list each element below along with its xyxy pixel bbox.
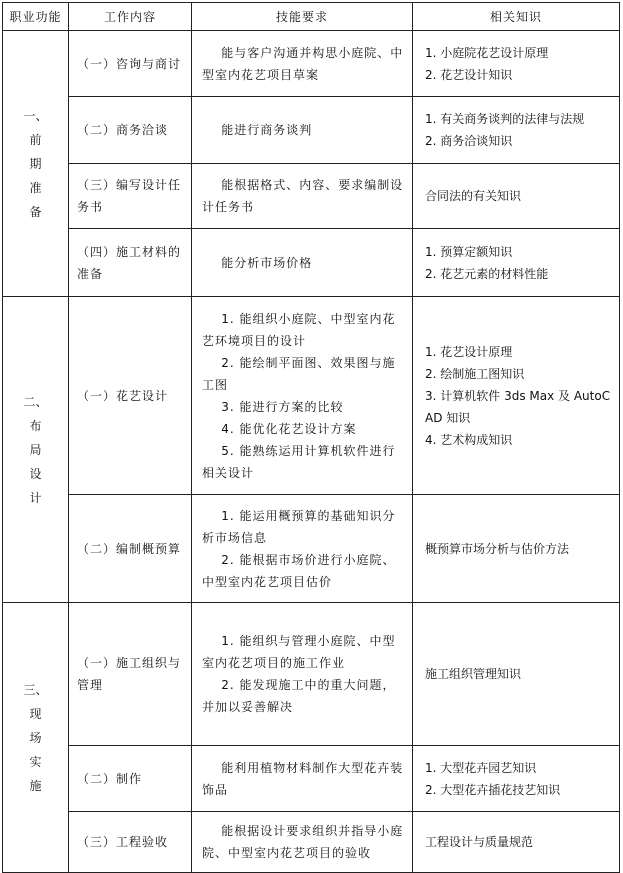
knowledge-cell: 1. 有关商务谈判的法律与法规 2. 商务洽谈知识 bbox=[413, 97, 620, 164]
work-content: （一）花艺设计 bbox=[69, 297, 192, 495]
skill-cell: 能利用植物材料制作大型花卉装饰品 bbox=[192, 746, 413, 812]
skill-cell: 能根据格式、内容、要求编制设计任务书 bbox=[192, 164, 413, 229]
function-cell-prep: 一、 前 期 准 备 bbox=[3, 31, 69, 297]
knowledge-cell: 工程设计与质量规范 bbox=[413, 812, 620, 873]
work-content: （一）咨询与商讨 bbox=[69, 31, 192, 97]
table-row bbox=[3, 746, 620, 812]
knowledge-cell: 合同法的有关知识 bbox=[413, 164, 620, 229]
table-row bbox=[3, 495, 620, 603]
function-cell-implementation: 三、 现 场 实 施 bbox=[3, 603, 69, 873]
work-content: （四）施工材料的准备 bbox=[69, 229, 192, 297]
work-content: （二）制作 bbox=[69, 746, 192, 812]
knowledge-cell: 施工组织管理知识 bbox=[413, 603, 620, 746]
knowledge-cell: 概预算市场分析与估价方法 bbox=[413, 495, 620, 603]
knowledge-cell: 1. 大型花卉园艺知识 2. 大型花卉插花技艺知识 bbox=[413, 746, 620, 812]
knowledge-cell: 1. 预算定额知识 2. 花艺元素的材料性能 bbox=[413, 229, 620, 297]
header-row bbox=[3, 3, 620, 31]
skill-cell: 1. 能运用概预算的基础知识分析市场信息 2. 能根据市场价进行小庭院、中型室内花艺项目估价 bbox=[192, 495, 413, 603]
table-row bbox=[3, 229, 620, 297]
table-row bbox=[3, 97, 620, 164]
function-cell-layout: 二、 布 局 设 计 bbox=[3, 297, 69, 603]
knowledge-cell: 1. 花艺设计原理 2. 绘制施工图知识 3. 计算机软件 3ds Max 及 AutoCAD 知识 4. 艺术构成知识 bbox=[413, 297, 620, 495]
work-content: （三）编写设计任务书 bbox=[69, 164, 192, 229]
table-row bbox=[3, 164, 620, 229]
skill-cell: 1. 能组织与管理小庭院、中型室内花艺项目的施工作业 2. 能发现施工中的重大问题，并加以妥善解决 bbox=[192, 603, 413, 746]
skill-cell: 能根据设计要求组织并指导小庭院、中型室内花艺项目的验收 bbox=[192, 812, 413, 873]
header-content: 工作内容 bbox=[69, 3, 192, 31]
work-content: （二）编制概预算 bbox=[69, 495, 192, 603]
knowledge-cell: 1. 小庭院花艺设计原理 2. 花艺设计知识 bbox=[413, 31, 620, 97]
header-knowledge: 相关知识 bbox=[413, 3, 620, 31]
skill-cell: 能进行商务谈判 bbox=[192, 97, 413, 164]
header-function: 职业功能 bbox=[3, 3, 69, 31]
header-skill: 技能要求 bbox=[192, 3, 413, 31]
skill-cell: 1. 能组织小庭院、中型室内花艺环境项目的设计 2. 能绘制平面图、效果图与施工图 3. 能进行方案的比较 4. 能优化花艺设计方案 5. 能熟练运用计算机软件进行相关设计 bbox=[192, 297, 413, 495]
work-content: （三）工程验收 bbox=[69, 812, 192, 873]
skill-cell: 能分析市场价格 bbox=[192, 229, 413, 297]
work-content: （一）施工组织与管理 bbox=[69, 603, 192, 746]
skill-cell: 能与客户沟通并构思小庭院、中型室内花艺项目草案 bbox=[192, 31, 413, 97]
table-row bbox=[3, 812, 620, 873]
work-content: （二）商务洽谈 bbox=[69, 97, 192, 164]
table-row bbox=[3, 297, 620, 495]
skills-table bbox=[2, 2, 620, 873]
table-row bbox=[3, 603, 620, 746]
table-row bbox=[3, 31, 620, 97]
